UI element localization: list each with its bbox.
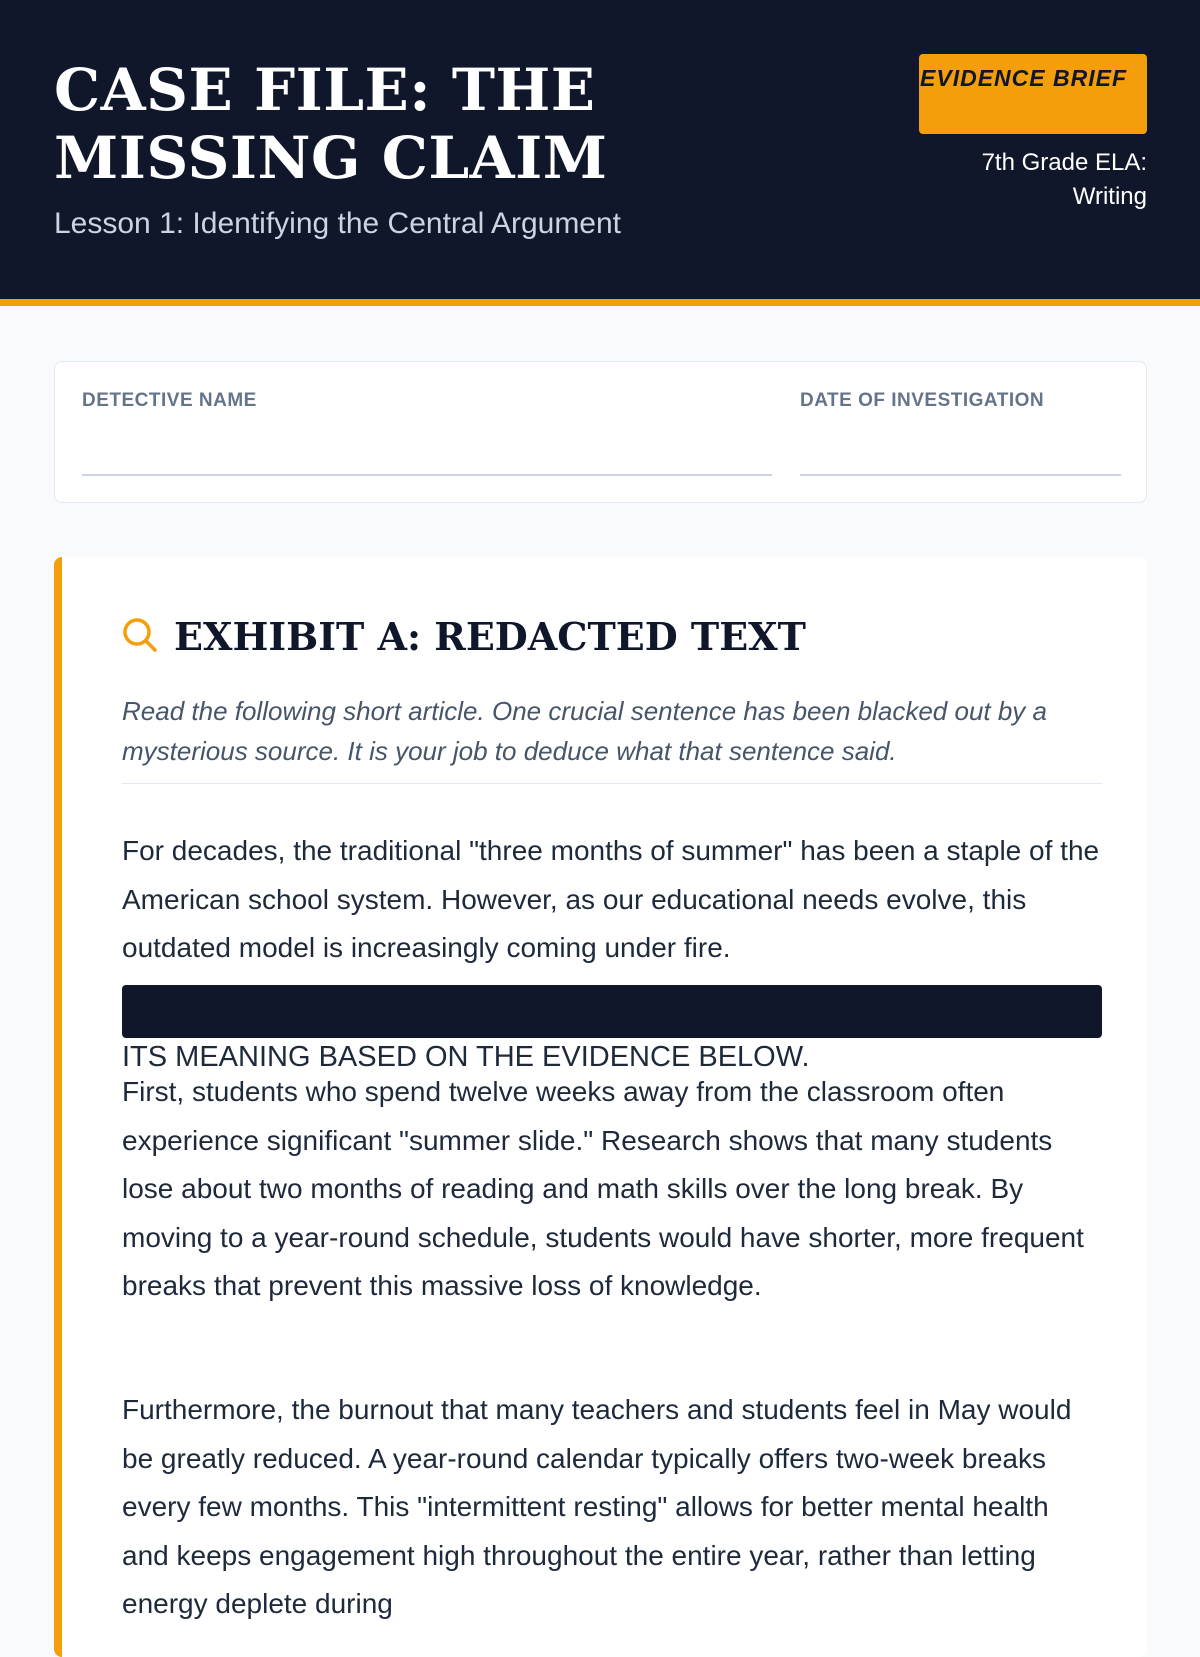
article-paragraph-1: For decades, the traditional "three months of summer" has been a staple of the American school system. However, as our educational needs evolve, this outdated model is increasingly coming under fire. — [122, 835, 1100, 963]
lesson-subtitle: Lesson 1: Identifying the Central Argument — [54, 207, 622, 240]
case-file-header — [0, 0, 1200, 306]
article-paragraph-3: Furthermore, the burnout that many teachers and students feel in May would be greatly reduced. A year-round calendar typically offers two-week breaks every few months. This "intermittent resting" allows for better mental health and keeps engagement high throughout the entire year, rather than letting energy deplete during — [122, 1394, 1072, 1619]
redaction-note: ITS MEANING BASED ON THE EVIDENCE BELOW. — [122, 1041, 810, 1073]
date-label: DATE OF INVESTIGATION — [800, 390, 1045, 411]
detective-name-label: DETECTIVE NAME — [82, 390, 257, 411]
exhibit-a-card — [54, 557, 1147, 1657]
date-field[interactable] — [800, 474, 1121, 476]
divider — [122, 783, 1102, 784]
page-title: CASE FILE: THE MISSING CLAIM — [54, 56, 608, 192]
detective-info-card — [54, 361, 1147, 503]
article-paragraph-2: First, students who spend twelve weeks away from the classroom often experience significant "summer slide." Research shows that many students lose about two months of reading and math skills over the long break. By moving to a year-round schedule, students would have shorter, more frequent breaks that prevent this massive loss of knowledge. — [122, 1076, 1084, 1301]
search-icon — [122, 617, 158, 653]
exhibit-instructions: Read the following short article. One crucial sentence has been blacked out by a mysterious source. It is your job to deduce what that sentence said. — [122, 696, 1047, 766]
evidence-brief-badge: EVIDENCE BRIEF — [919, 54, 1147, 134]
grade-label: 7th Grade ELA: Writing — [981, 149, 1147, 210]
exhibit-title: EXHIBIT A: REDACTED TEXT — [174, 614, 806, 659]
detective-name-field[interactable] — [82, 474, 772, 476]
redacted-sentence — [122, 985, 1102, 1038]
